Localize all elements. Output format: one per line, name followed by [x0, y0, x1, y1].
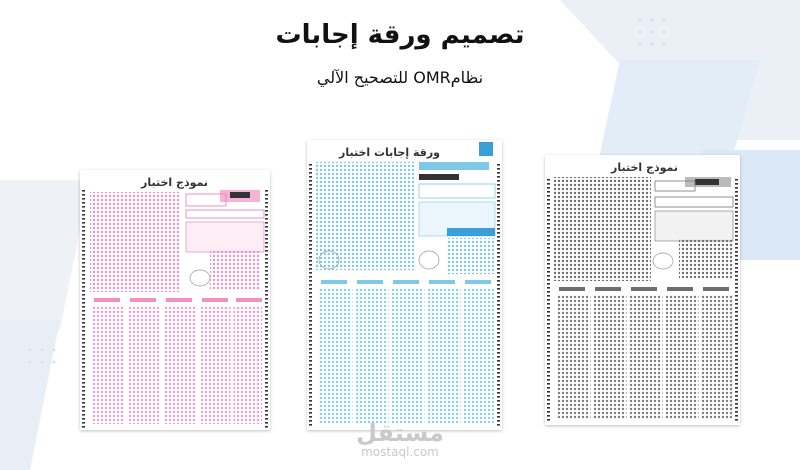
answer-sheet-blue [307, 140, 502, 430]
sheet-title: ورقة إجابات اختبار [339, 146, 440, 159]
sheet-title: نموذج اختبار [611, 161, 678, 174]
sheet-grid [545, 155, 740, 425]
page-title: تصميم ورقة إجابات [275, 20, 525, 50]
watermark-arabic: مستقل [356, 419, 444, 447]
sheet-title: نموذج اختبار [141, 176, 208, 189]
answer-sheet-gray [545, 155, 740, 425]
answer-sheet-pink [80, 170, 270, 430]
watermark-latin: mostaql.com [361, 445, 439, 459]
sheet-grid [80, 170, 270, 430]
mostaql-watermark [330, 420, 470, 458]
page-subtitle: نظامOMR للتصحيح الآلي [316, 68, 484, 87]
sheet-grid [307, 140, 502, 430]
